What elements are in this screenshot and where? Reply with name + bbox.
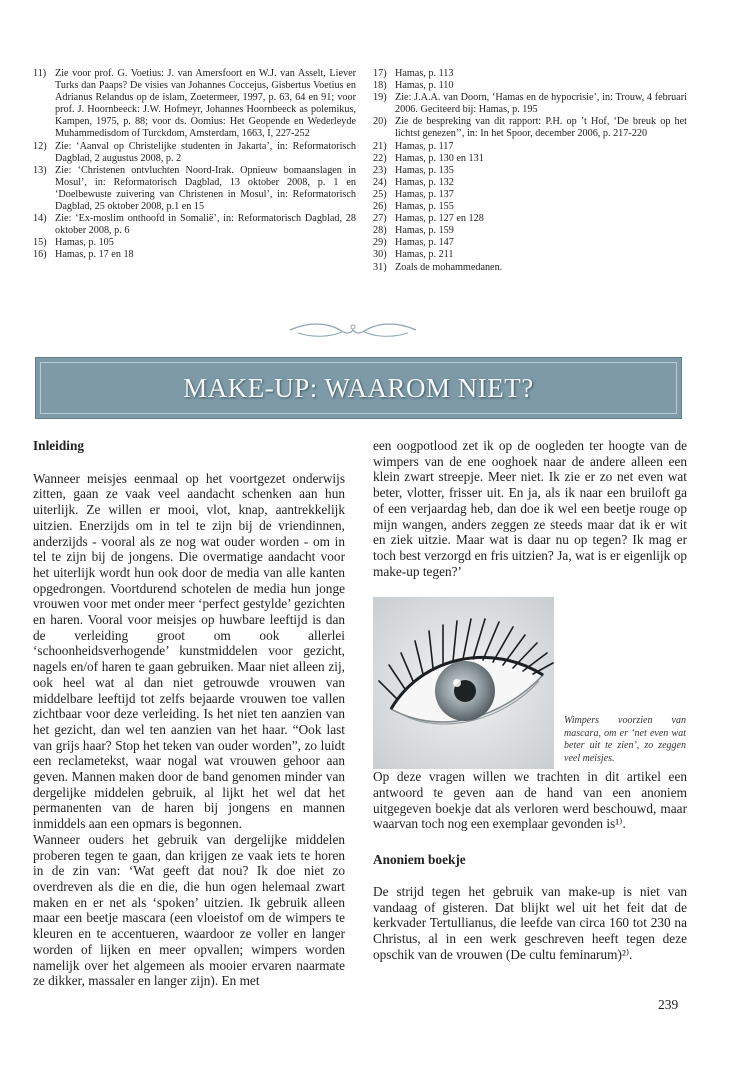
footnote: 24) Hamas, p. 132 [373,176,454,188]
eye-photo [373,597,554,769]
footnote: 22) Hamas, p. 130 en 131 [373,152,484,164]
decorative-ornament [288,318,418,342]
footnote: 15) Hamas, p. 105 [33,237,114,249]
footnote: 12) Zie: ‘Aanval op Christelijke studenten in Jakarta’, in: Reformatorisch Dagblad, 2 augustus 2008, p. 2 [33,140,356,164]
left-column [33,438,345,989]
footnote: 13) Zie: ‘Christenen ontvluchten Noord-Irak. Opnieuw bomaanslagen in Mosul’, in: Reformatorisch Dagblad, 13 oktober 2008, p. 1 en ‘Doelbewuste zuivering van Christenen in Mosul’, in: Reformatorisch Dagblad, 25 oktober 2008, p.1 en 15 [33,164,356,213]
footnotes-left [33,68,356,262]
footnote: 18) Hamas, p. 110 [373,80,454,92]
section-heading: Inleiding [33,438,84,453]
footnote: 11) Zie voor prof. G. Voetius: J. van Amersfoort en W.J. van Asselt, Liever Turks dan Paaps? De visies van Johannes Coccejus, Gisbertus Voetius en Adrianus Relandus op de islam, Zoetermeer, 1997, p. 63, 64 en 91; voor prof. J. Hoornbeeck: J.W. Hofmeyr, Johannes Hoornbeeck as polemikus, Kampen, 1975, p. 88; voor ds. Oomius: Het Geopende en Wederleyde Muhammedisdom of Turckdom, Amsterdam, 1663, I, 227-252 [33,68,356,140]
body-paragraph: Wanneer ouders het gebruik van dergelijke middelen proberen tegen te gaan, dan krijgen ze vaak iets te horen in de zin van: ‘Wat geeft dat nou? Ik doe niet zo overdreven als die en die, die hun ogen helemaal zwart maken en er net als ‘spoken’ uitzien. Ik gebruik alleen maar een beetje mascara (een vloeistof om de wimpers te kleuren en te accentueren, waardoor ze voller en langer worden of lijken en meer opvallen; wimpers worden namelijk over het algemeen als mooier ervaren naarmate ze dikker, massaler en langer zijn). En met [33,831,345,989]
footnote: 28) Hamas, p. 159 [373,225,454,237]
figure [373,597,687,769]
title-banner [35,357,682,419]
footnote: 19) Zie: J.A.A. van Doorn, ‘Hamas en de hypocrisie’, in: Trouw, 4 februari 2006. Geciteerd bij: Hamas, p. 195 [373,92,687,116]
footnote: 25) Hamas, p. 137 [373,188,454,200]
article-title: MAKE-UP: WAAROM NIET? [183,372,534,403]
footnote: 16) Hamas, p. 17 en 18 [33,249,134,261]
subheading: Anoniem boekje [373,852,466,868]
footnote: 23) Hamas, p. 135 [373,164,454,176]
footnote: 20) Zie de bespreking van dit rapport: P.H. op ’t Hof, ‘De breuk op het lichtst genezen’’, in: In het Spoor, december 2006, p. 217-220 [373,116,687,140]
footnote: 30) Hamas, p. 211 [373,249,454,261]
photo-caption: Wimpers voorzien van mascara, om er ‘net even wat beter uit te zien’, zo zeggen veel meisjes. [564,715,686,764]
footnote: 29) Hamas, p. 147 [373,237,454,249]
footnote: 17) Hamas, p. 113 [373,68,454,79]
page-number: 239 [658,997,679,1012]
body-paragraph: De strijd tegen het gebruik van make-up is niet van vandaag of gisteren. Dat blijkt wel uit het feit dat de kerkvader Tertullianus, die leefde van circa 160 tot 230 na Christus, al in een werk geschreven heeft tegen deze opschik van de vrouwen (De cultu feminarum)²⁾. [373,883,687,962]
footnote: 21) Hamas, p. 117 [373,140,454,152]
body-paragraph: Wanneer meisjes eenmaal op het voortgezet onderwijs zitten, gaan ze vaak veel aandacht schenken aan hun uiterlijk. Ze willen er mooi, vlot, knap, aantrekkelijk uitzien. Enerzijds om in tel te zijn bij de vriendinnen, anderzijds - vooral als ze nog wat ouder worden - om in tel te zijn bij de jongens. Die overmatige aandacht voor het uiterlijk wordt hun ook door de media van alle kanten opgedrongen. Voortdurend schotelen de media hun jonge vrouwen voor met onder meer ‘perfect gestylde’ gezichten en haren. Vooral voor meisjes op huwbare leeftijd is dan de verleiding groot om ook allerlei ‘schoonheidsverhogende’ kunstmiddelen voor gezicht, nagels en/of haren te gaan gebruiken. Maar niet alleen zij, ook heel wat al dan niet getrouwde vrouwen van middelbare leeftijd tot zelfs bejaarde vrouwen toe vallen zichtbaar voor deze verleiding. Is het niet ten aanzien van het gezicht, dan wel ten aanzien van het haar. “Ook last van grijs haar? Stop het teken van ouder worden”, zo luidt een reclametekst, waar nogal wat vrouwen gehoor aan geven. Mannen maken door de band genomen minder van dergelijke middelen gebruik, al lijkt het wel dat het permanenten van de haren bij jongens en mannen inmiddels aan een opmars is begonnen. [33,470,345,832]
title-banner-inner [40,362,677,414]
footnote: 31) Zoals de mohammedanen. [373,261,503,273]
footnote: 14) Zie: ‘Ex-moslim onthoofd in Somalië’, in: Reformatorisch Dagblad, 28 oktober 2008, p. 6 [33,213,356,237]
right-column [373,438,687,962]
body-paragraph: een oogpotlood zet ik op de oogleden ter hoogte van de wimpers van de ene ooghoek naar de andere alleen een klein zwart streepje. Meer niet. Ik zie er zo net even wat beter, vlotter, frisser uit. En ja, als ik naar een bruiloft ga of een verjaardag heb, dan doe ik wel een beetje rouge op mijn wangen, anders zeggen ze steeds maar dat ik er wit en ziek uitzie. Maar wat is daar nu op tegen? Ik mag er toch best verzorgd en fris uitzien? Ja, wat is er eigenlijk op make-up tegen?’ [373,438,687,579]
footnotes-right [373,68,687,274]
footnote: 27) Hamas, p. 127 en 128 [373,213,484,225]
eye-illustration [373,597,554,769]
footnote: 26) Hamas, p. 155 [373,201,454,213]
body-paragraph: Op deze vragen willen we trachten in dit artikel een antwoord te geven aan de hand van een anoniem uitgegeven boekje dat als verloren werd beschouwd, maar waarvan toch nog een exemplaar gevonden is¹⁾. [373,769,687,832]
